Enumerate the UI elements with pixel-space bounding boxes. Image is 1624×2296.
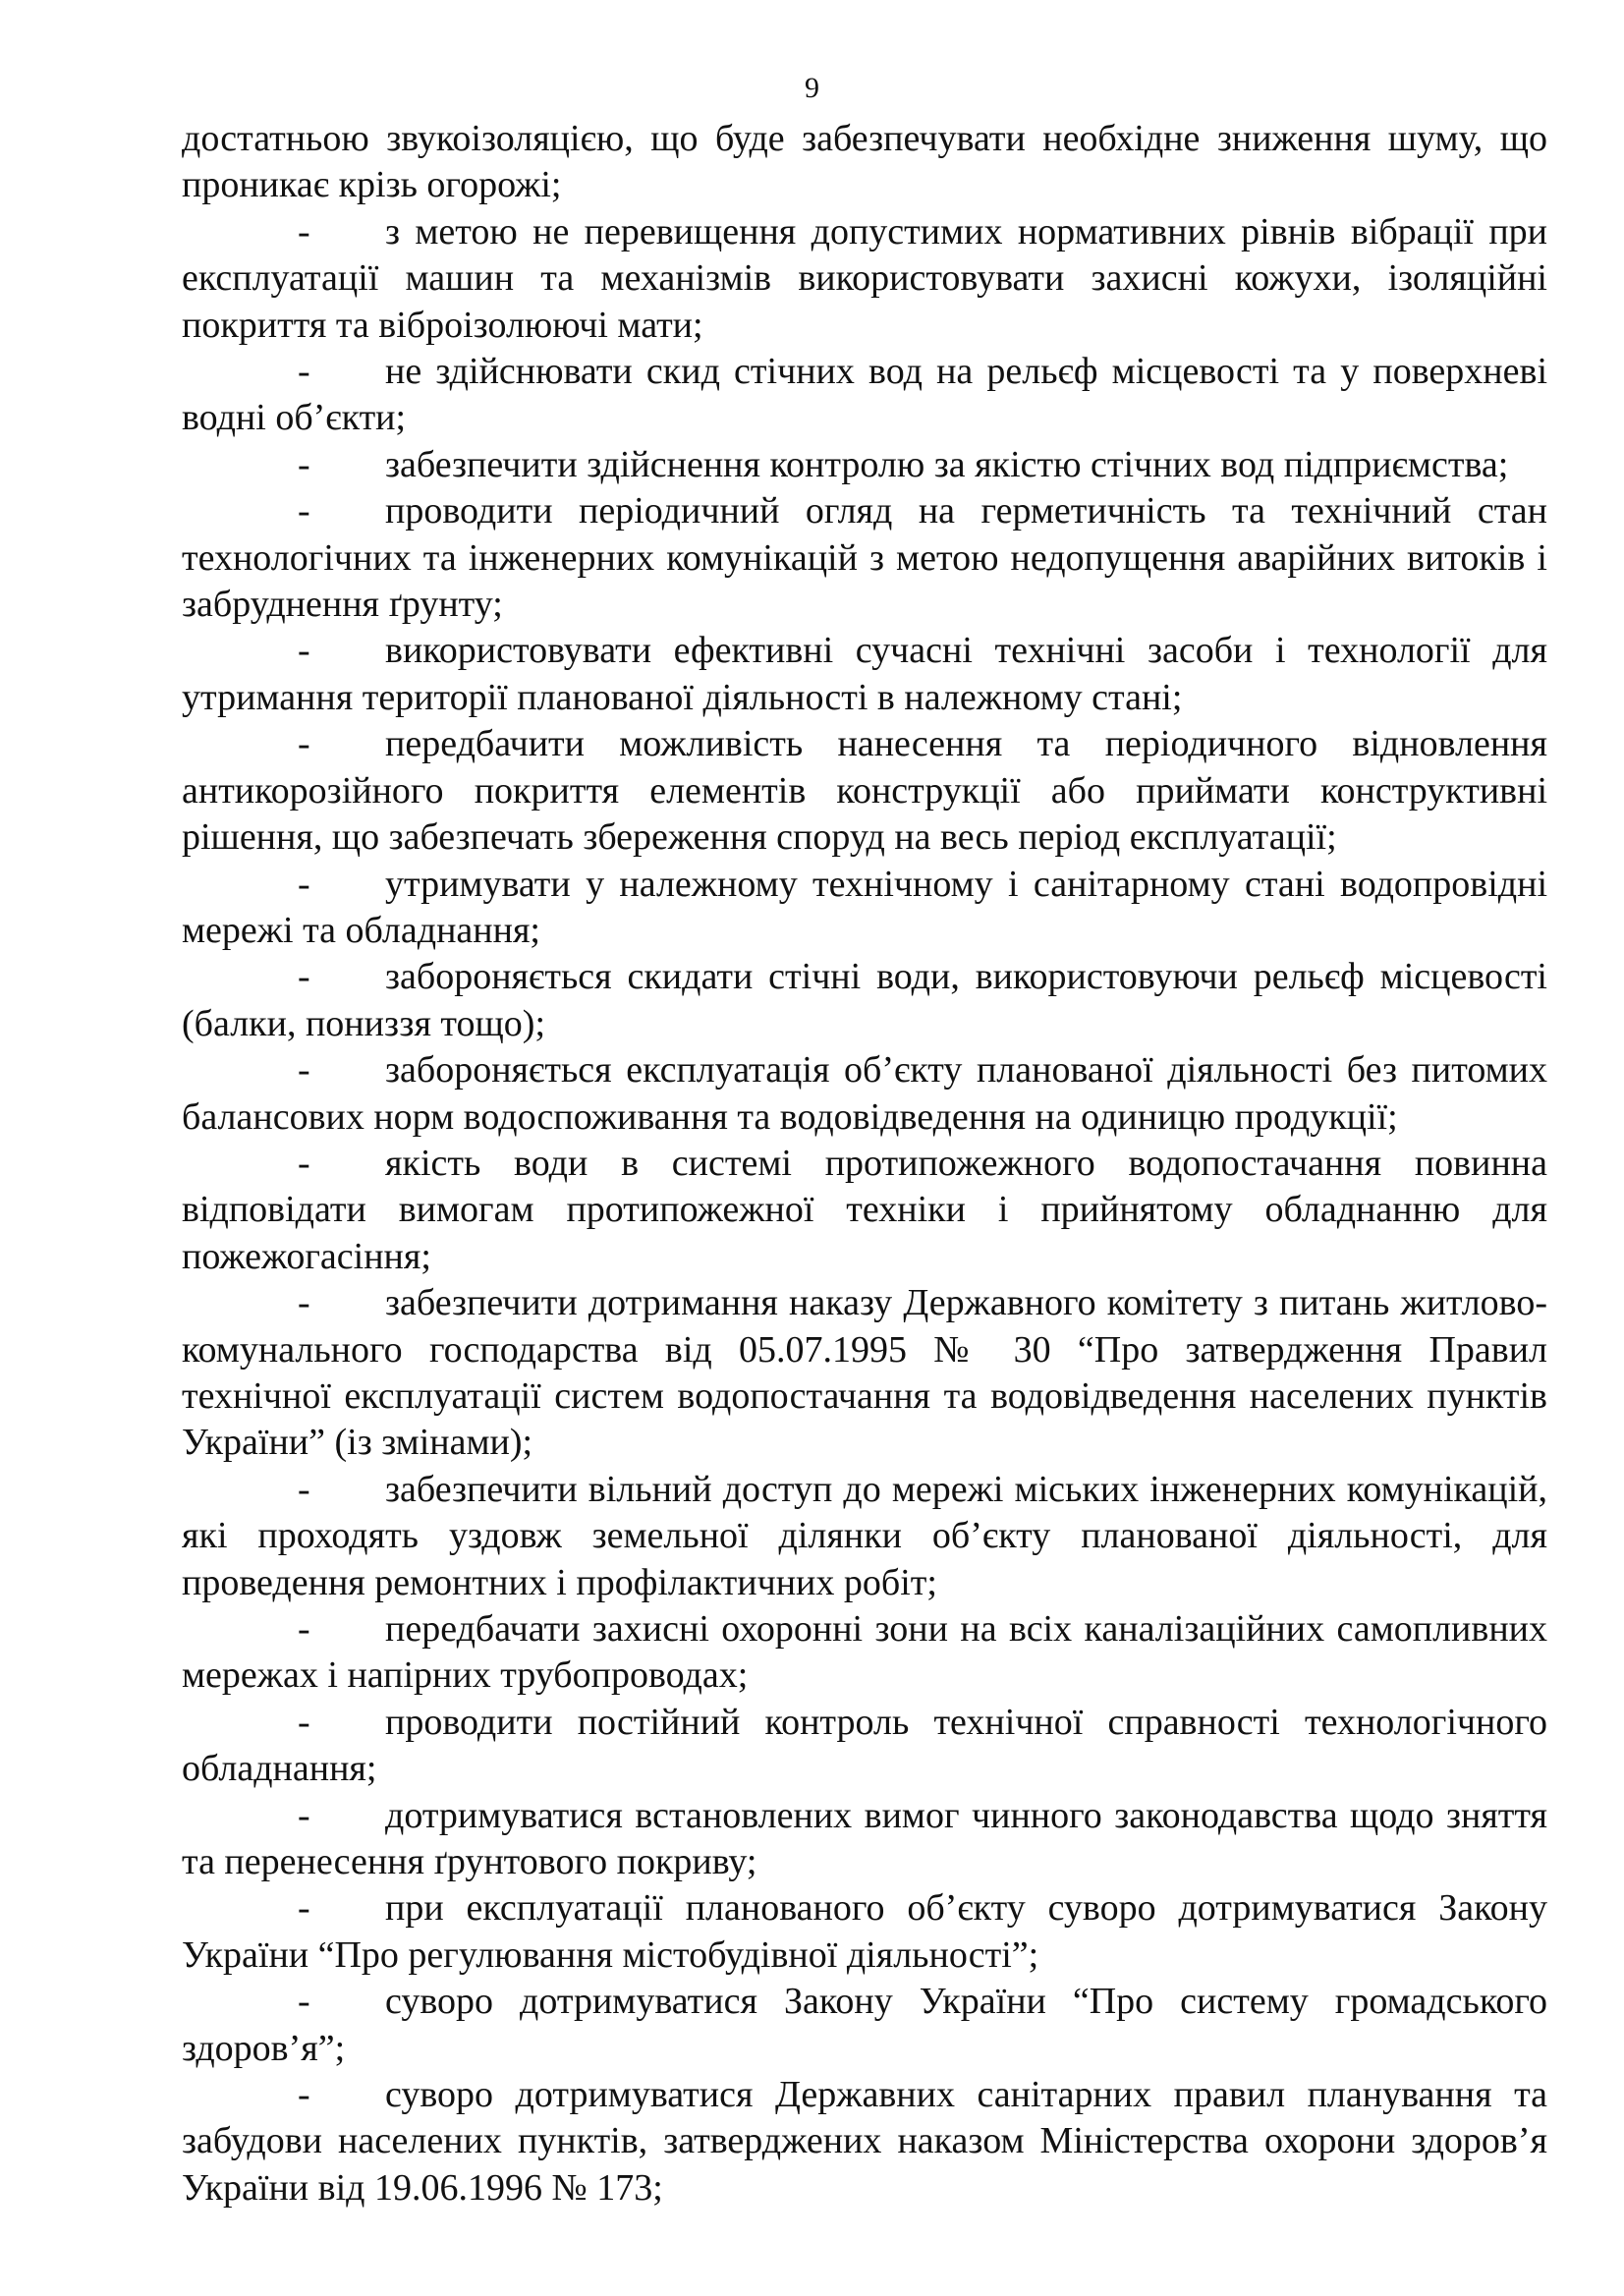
list-item-text: забезпечити здійснення контролю за якістю стічних вод підприємства;: [385, 443, 1509, 485]
bullet-dash: -: [298, 2074, 310, 2116]
list-item-text: забезпечити дотримання наказу Державного комітету з питань житлово-комунального господарства від 05.07.1995 № 30 “Про затвердження Правил технічної експлуатації систем водопостачання та водовідведення населених пунктів України” (із змінами);: [182, 1282, 1547, 1464]
list-item-text: при експлуатації планованого об’єкту суворо дотримуватися Закону України “Про регулювання містобудівної діяльності”;: [182, 1887, 1547, 1976]
bullet-dash: -: [298, 1981, 310, 2023]
bullet-dash: -: [298, 210, 310, 252]
list-item-text: проводити періодичний огляд на герметичність та технічний стан технологічних та інженерних комунікацій з метою недопущення аварійних витоків і забруднення ґрунту;: [182, 490, 1547, 626]
bullet-dash: -: [298, 490, 310, 532]
bullet-dash: -: [298, 1468, 310, 1510]
list-item-text: не здійснювати скид стічних вод на рельєф місцевості та у поверхневі водні об’єкти;: [182, 351, 1547, 439]
list-item-text: передбачати захисні охоронні зони на всіх каналізаційних самопливних мережах і напірних трубопроводах;: [182, 1608, 1547, 1697]
list-item-text: проводити постійний контроль технічної справності технологічного обладнання;: [182, 1701, 1547, 1790]
list-item: [182, 442, 1547, 488]
list-item: [182, 954, 1547, 1047]
bullet-dash: -: [298, 723, 310, 765]
list-item: [182, 1280, 1547, 1467]
list-item: [182, 488, 1547, 628]
list-item: [182, 1885, 1547, 1979]
list-item: [182, 1606, 1547, 1700]
list-item: [182, 721, 1547, 861]
list-item-text: передбачити можливість нанесення та періодичного відновлення антикорозійного покриття елементів конструкції або приймати конструктивні рішення, що забезпечать збереження споруд на весь період експлуатації;: [182, 723, 1547, 859]
intro-paragraph: достатньою звукоізоляцією, що буде забезпечувати необхідне зниження шуму, що проникає крізь огорожі;: [182, 118, 1547, 206]
bullet-dash: -: [298, 630, 310, 672]
list-item: [182, 1467, 1547, 1606]
bullet-dash: -: [298, 1794, 310, 1836]
bullet-dash: -: [298, 1608, 310, 1650]
list-item: [182, 349, 1547, 442]
list-item-text: забороняється скидати стічні води, використовуючи рельєф місцевості (балки, пониззя тощо);: [182, 956, 1547, 1044]
bullet-dash: -: [298, 863, 310, 905]
list-item-text: використовувати ефективні сучасні технічні засоби і технології для утримання території планованої діяльності в належному стані;: [182, 630, 1547, 718]
bullet-dash: -: [298, 351, 310, 393]
list-item-text: якість води в системі протипожежного водопостачання повинна відповідати вимогам протипожежної техніки і прийнятому обладнанню для пожежогасіння;: [182, 1142, 1547, 1277]
bullet-dash: -: [298, 1282, 310, 1324]
requirements-list: [182, 209, 1547, 2212]
list-item: [182, 1979, 1547, 2072]
list-item: [182, 209, 1547, 349]
list-item: [182, 1141, 1547, 1280]
bullet-dash: -: [298, 1049, 310, 1092]
bullet-dash: -: [298, 1142, 310, 1184]
bullet-dash: -: [298, 443, 310, 485]
list-item-text: забороняється експлуатація об’єкту планованої діяльності без питомих балансових норм водоспоживання та водовідведення на одиницю продукції;: [182, 1049, 1547, 1138]
list-item: [182, 1047, 1547, 1141]
list-item-text: з метою не перевищення допустимих нормативних рівнів вібрації при експлуатації машин та механізмів використовувати захисні кожухи, ізоляційні покриття та віброізолюючі мати;: [182, 210, 1547, 346]
list-item: [182, 628, 1547, 721]
list-item-text: утримувати у належному технічному і санітарному стані водопровідні мережі та обладнання;: [182, 863, 1547, 951]
list-item: [182, 1793, 1547, 1886]
bullet-dash: -: [298, 1701, 310, 1743]
list-item: [182, 2072, 1547, 2212]
list-item-text: суворо дотримуватися Державних санітарних правил планування та забудови населених пунктів, затверджених наказом Міністерства охорони здоров’я України від 19.06.1996 № 173;: [182, 2074, 1547, 2209]
bullet-dash: -: [298, 1887, 310, 1930]
bullet-dash: -: [298, 956, 310, 998]
list-item: [182, 862, 1547, 955]
list-item-text: суворо дотримуватися Закону України “Про систему громадського здоров’я”;: [182, 1981, 1547, 2069]
page-number: 9: [805, 72, 819, 104]
list-item-text: забезпечити вільний доступ до мережі міських інженерних комунікацій, які проходять уздовж земельної ділянки об’єкту планованої діяльності, для проведення ремонтних і профілактичних робіт;: [182, 1468, 1547, 1603]
list-item: [182, 1700, 1547, 1793]
list-item-text: дотримуватися встановлених вимог чинного законодавства щодо зняття та перенесення ґрунтового покриву;: [182, 1794, 1547, 1883]
document-body: [182, 116, 1547, 2212]
